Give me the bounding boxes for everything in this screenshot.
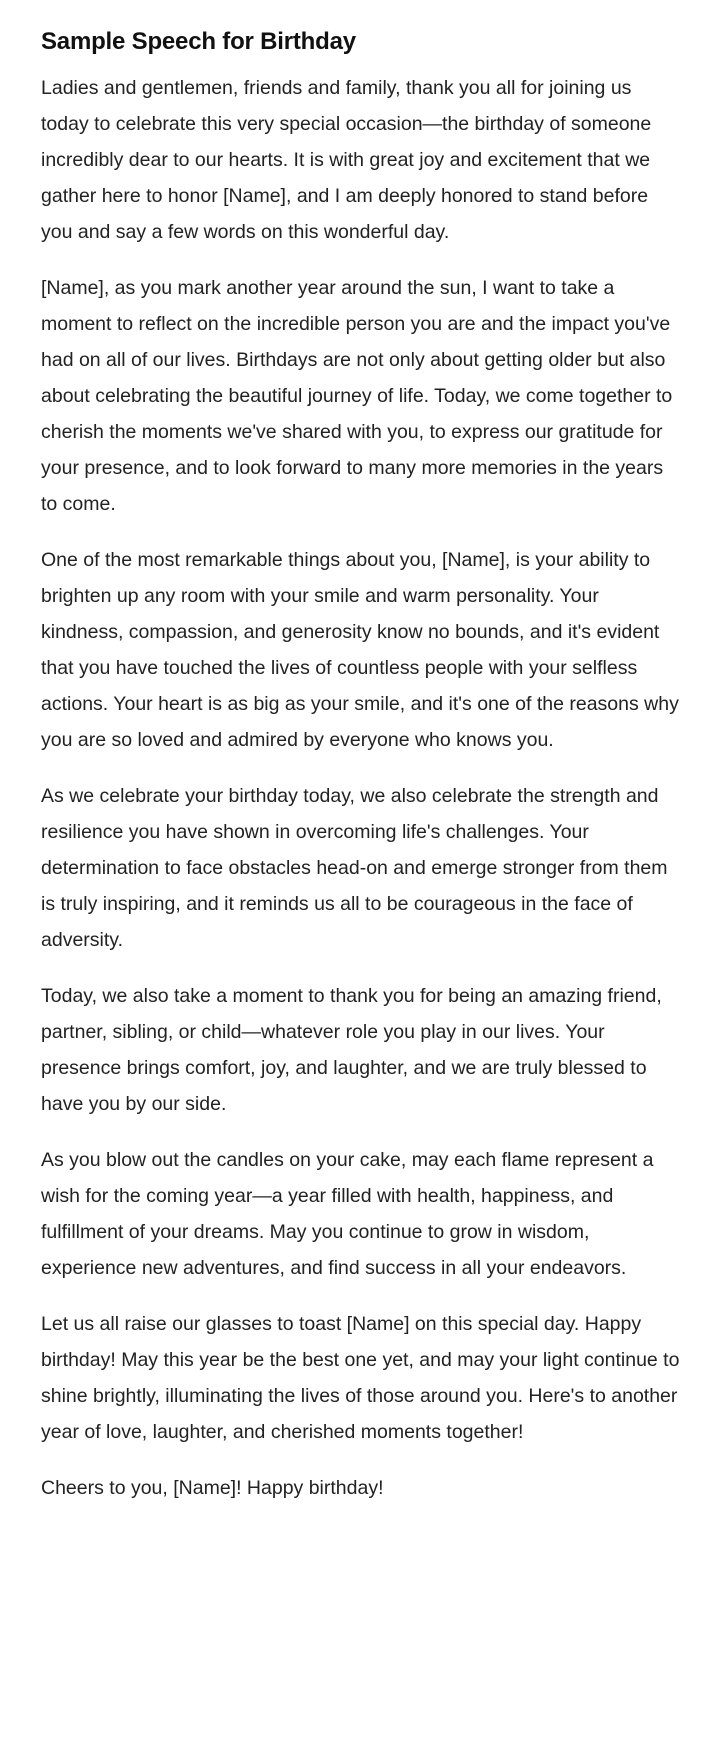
paragraph-opening: Ladies and gentlemen, friends and family, thank you all for joining us today to celebrate this very special occasion—the birthday of someone incredibly dear to our hearts. It is with great joy and excitement that we gather here to honor [Name], and I am deeply honored to stand before you and say a few words on this wonderful day. [41, 77, 652, 243]
paragraph-resilience: As we celebrate your birthday today, we also celebrate the strength and resilience you have shown in overcoming life's challenges. Your determination to face obstacles head-on and emerge stronger from them is truly inspiring, and it reminds us all to be courageous in the face of adversity. [41, 785, 668, 951]
document-title: Sample Speech for Birthday [41, 28, 356, 55]
paragraph-reflection: [Name], as you mark another year around the sun, I want to take a moment to reflect on the incredible person you are and the impact you've had on all of our lives. Birthdays are not only about getting older but also about celebrating the beautiful journey of life. Today, we come together to cherish the moments we've shared with you, to express our gratitude for your presence, and to look forward to many more memories in the years to come. [41, 277, 673, 515]
paragraph-toast: Let us all raise our glasses to toast [Name] on this special day. Happy birthday! May this year be the best one yet, and may your light continue to shine brightly, illuminating the lives of those around you. Here's to another year of love, laughter, and cherished moments together! [41, 1313, 680, 1443]
document-body [41, 70, 680, 1506]
paragraph-closing: Cheers to you, [Name]! Happy birthday! [41, 1477, 384, 1499]
paragraph-qualities: One of the most remarkable things about you, [Name], is your ability to brighten up any room with your smile and warm personality. Your kindness, compassion, and generosity know no bounds, and it's evident that you have touched the lives of countless people with your selfless actions. Your heart is as big as your smile, and it's one of the reasons why you are so loved and admired by everyone who knows you. [41, 549, 679, 751]
paragraph-wishes: As you blow out the candles on your cake, may each flame represent a wish for the coming year—a year filled with health, happiness, and fulfillment of your dreams. May you continue to grow in wisdom, experience new adventures, and find success in all your endeavors. [41, 1149, 654, 1279]
paragraph-gratitude: Today, we also take a moment to thank you for being an amazing friend, partner, sibling, or child—whatever role you play in our lives. Your presence brings comfort, joy, and laughter, and we are truly blessed to have you by our side. [41, 985, 662, 1115]
